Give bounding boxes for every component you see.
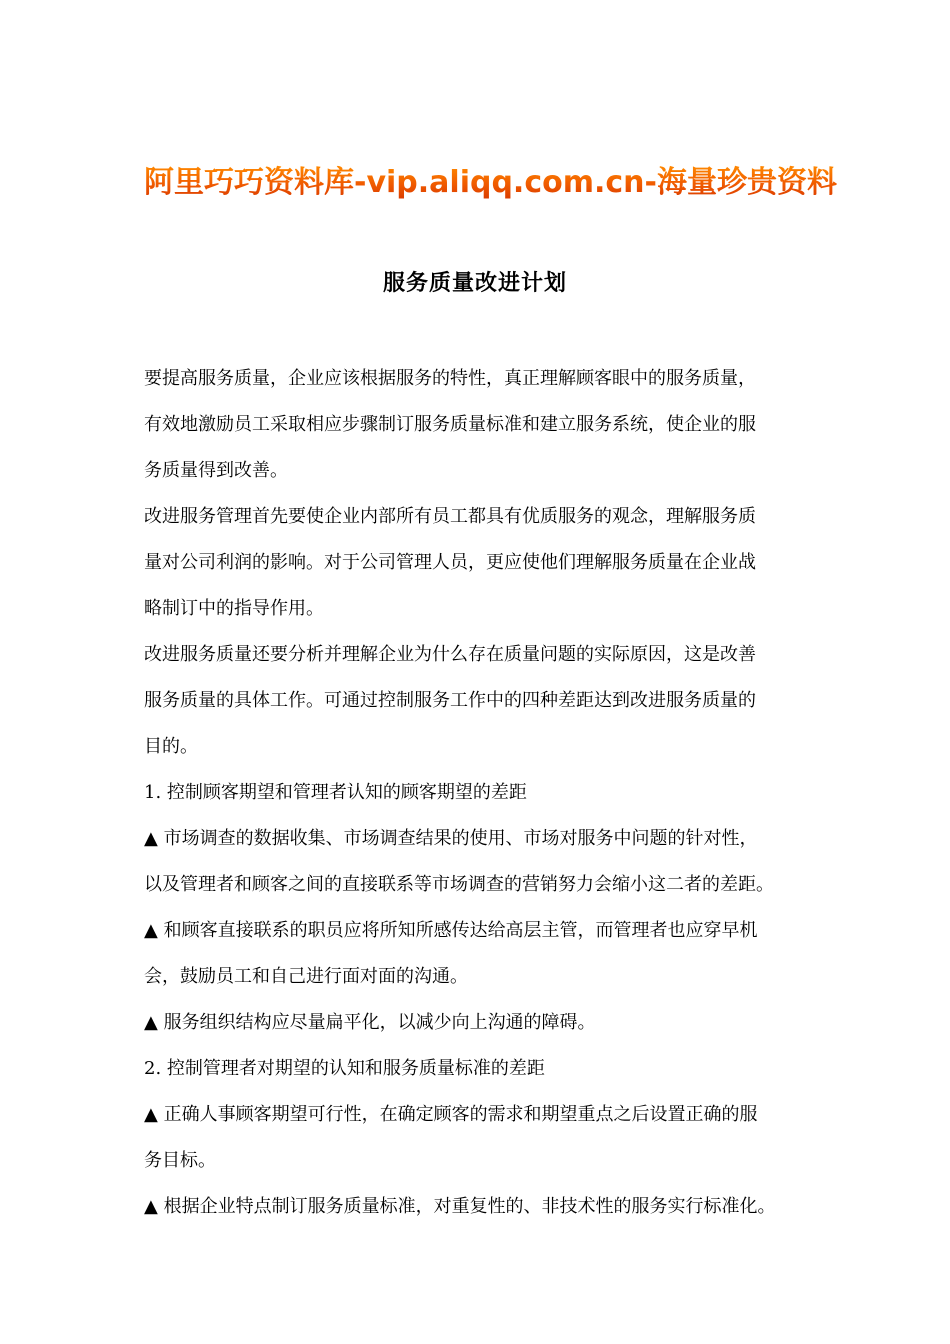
banner-text: 阿里巧巧资料库-vip.aliqq.com.cn-海量珍贵资料 bbox=[144, 165, 837, 200]
document-body bbox=[144, 356, 814, 1230]
watermark-banner bbox=[144, 158, 837, 208]
bullet-line: ▲ 市场调查的数据收集、市场调查结果的使用、市场对服务中问题的针对性， bbox=[144, 828, 758, 849]
document-title: 服务质量改进计划 bbox=[382, 270, 567, 296]
paragraph-line: 服务质量的具体工作。可通过控制服务工作中的四种差距达到改进服务质量的 bbox=[144, 690, 756, 711]
bullet-line: ▲ 正确人事顾客期望可行性，在确定顾客的需求和期望重点之后设置正确的服 bbox=[144, 1104, 758, 1125]
paragraph-line: 会，鼓励员工和自己进行面对面的沟通。 bbox=[144, 966, 468, 987]
paragraph-line: 要提高服务质量，企业应该根据服务的特性，真正理解顾客眼中的服务质量， bbox=[144, 368, 756, 389]
paragraph-line: 有效地激励员工采取相应步骤制订服务质量标准和建立服务系统，使企业的服 bbox=[144, 414, 756, 435]
paragraph-line: 改进服务管理首先要使企业内部所有员工都具有优质服务的观念，理解服务质 bbox=[144, 506, 756, 527]
paragraph-line: 改进服务质量还要分析并理解企业为什么存在质量问题的实际原因，这是改善 bbox=[144, 644, 756, 665]
paragraph-line: 略制订中的指导作用。 bbox=[144, 598, 324, 619]
bullet-line: ▲ 根据企业特点制订服务质量标准，对重复性的、非技术性的服务实行标准化。 bbox=[144, 1196, 776, 1217]
paragraph-line: 目的。 bbox=[144, 736, 198, 757]
paragraph-line: 务质量得到改善。 bbox=[144, 460, 288, 481]
section-heading: 1. 控制顾客期望和管理者认知的顾客期望的差距 bbox=[144, 782, 527, 803]
bullet-line: ▲ 和顾客直接联系的职员应将所知所感传达给高层主管，而管理者也应穿早机 bbox=[144, 920, 758, 941]
paragraph-line: 务目标。 bbox=[144, 1150, 216, 1171]
section-heading: 2. 控制管理者对期望的认知和服务质量标准的差距 bbox=[144, 1058, 545, 1079]
bullet-line: ▲ 服务组织结构应尽量扁平化，以减少向上沟通的障碍。 bbox=[144, 1012, 596, 1033]
paragraph-line: 量对公司利润的影响。对于公司管理人员，更应使他们理解服务质量在企业战 bbox=[144, 552, 756, 573]
paragraph-line: 以及管理者和顾客之间的直接联系等市场调查的营销努力会缩小这二者的差距。 bbox=[144, 874, 774, 895]
